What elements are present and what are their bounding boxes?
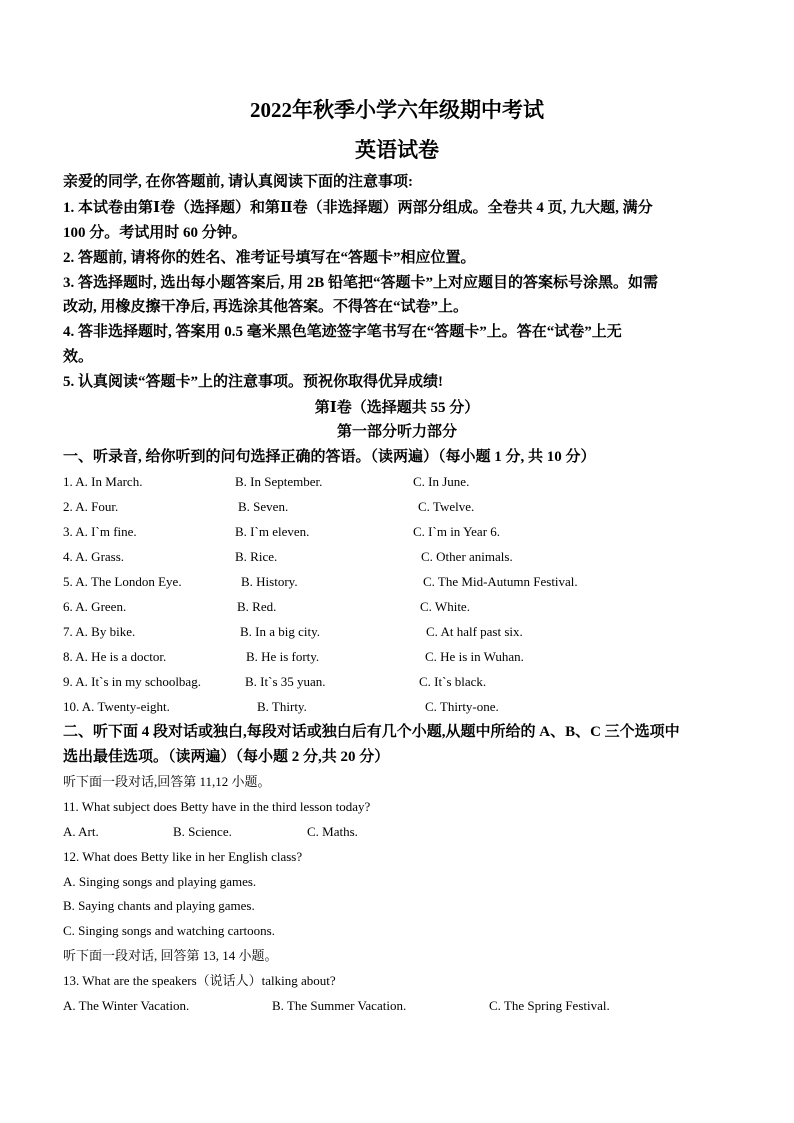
question-option-b: B. Science. (173, 824, 232, 839)
dialogue-prompt: 听下面一段对话,回答第 11,12 小题。 (63, 774, 271, 789)
option-a-text: A. It`s in my schoolbag. (75, 674, 201, 689)
question-option-c: C. I`m in Year 6. (413, 524, 501, 539)
question-option-c: C. Other animals. (421, 549, 513, 564)
question-option-c: C. Thirty-one. (425, 699, 499, 714)
question-option-b: B. In a big city. (240, 624, 321, 639)
question-option-c: C. In June. (413, 474, 470, 489)
question-number: 6. (63, 599, 73, 614)
question-option-c: C. It`s black. (419, 674, 487, 689)
question-option-b: B. Seven. (238, 499, 289, 514)
option-a-text: A. In March. (75, 474, 143, 489)
option-a-text: A. The London Eye. (75, 574, 182, 589)
question-option-b: B. History. (241, 574, 298, 589)
question-stem: 12. What does Betty like in her English class? (63, 849, 303, 864)
exam-title: 2022年秋季小学六年级期中考试 (250, 98, 544, 122)
question-option-c: C. Maths. (307, 824, 358, 839)
question-option-b: B. I`m eleven. (235, 524, 310, 539)
option-a-text: A. Four. (75, 499, 119, 514)
question-option-c: C. At half past six. (426, 624, 523, 639)
dialogue-prompt: 听下面一段对话, 回答第 13, 14 小题。 (63, 948, 278, 963)
question-option-a (63, 473, 142, 491)
question-option-b: B. Saying chants and playing games. (63, 898, 255, 913)
question-number: 5. (63, 574, 73, 589)
question-option-b: B. It`s 35 yuan. (245, 674, 326, 689)
question-number: 9. (63, 674, 73, 689)
question-option-a (63, 698, 170, 716)
notice-line: 100 分。考试用时 60 分钟。 (63, 225, 247, 241)
notice-line: 2. 答题前, 请将你的姓名、准考证号填写在“答题卡”相应位置。 (63, 250, 476, 266)
question-option-a: A. Art. (63, 824, 99, 839)
question-option-a (63, 673, 201, 691)
section2-instruction: 二、听下面 4 段对话或独白,每段对话或独白后有几个小题,从题中所给的 A、B、C 三个选项中 (63, 724, 680, 740)
question-option-c: C. The Mid-Autumn Festival. (423, 574, 578, 589)
section2-instruction: 选出最佳选项。（读两遍）（每小题 2 分,共 20 分） (63, 749, 390, 765)
question-option-a (63, 648, 166, 666)
question-option-c: C. Twelve. (418, 499, 475, 514)
question-option-a (63, 623, 135, 641)
volume-heading: 第Ⅰ卷（选择题共 55 分） (314, 400, 480, 416)
question-number: 3. (63, 524, 73, 539)
question-option-b: B. He is forty. (246, 649, 320, 664)
question-option-a (63, 523, 137, 541)
question-option-b: B. In September. (235, 474, 323, 489)
question-stem: 11. What subject does Betty have in the third lesson today? (63, 799, 371, 814)
question-number: 4. (63, 549, 73, 564)
part-heading: 第一部分听力部分 (336, 424, 457, 440)
question-option-b: B. The Summer Vacation. (272, 998, 407, 1013)
notice-line: 4. 答非选择题时, 答案用 0.5 毫米黑色笔迹签字笔书写在“答题卡”上。答在“试卷”上无 (63, 324, 622, 340)
option-a-text: A. He is a doctor. (75, 649, 167, 664)
option-a-text: A. Twenty-eight. (81, 699, 170, 714)
question-option-b: B. Red. (237, 599, 277, 614)
question-option-a (63, 498, 118, 516)
notice-line: 改动, 用橡皮擦干净后, 再选涂其他答案。不得答在“试卷”上。 (63, 299, 469, 315)
question-option-c: C. Singing songs and watching cartoons. (63, 923, 275, 938)
notice-line: 5. 认真阅读“答题卡”上的注意事项。预祝你取得优异成绩! (63, 374, 443, 390)
question-stem: 13. What are the speakers（说话人）talking about? (63, 973, 336, 988)
question-option-a: A. The Winter Vacation. (63, 998, 190, 1013)
section1-instruction: 一、听录音, 给你听到的问句选择正确的答语。（读两遍）（每小题 1 分, 共 10 分） (63, 449, 596, 465)
question-number: 1. (63, 474, 73, 489)
question-option-c: C. White. (420, 599, 470, 614)
notice-line: 效。 (63, 349, 94, 365)
question-option-c: C. He is in Wuhan. (425, 649, 524, 664)
question-number: 2. (63, 499, 73, 514)
question-option-a: A. Singing songs and playing games. (63, 874, 257, 889)
question-number: 10. (63, 699, 80, 714)
question-option-b: B. Rice. (235, 549, 278, 564)
exam-subtitle: 英语试卷 (355, 138, 439, 162)
question-option-c: C. The Spring Festival. (489, 998, 610, 1013)
question-option-a (63, 573, 182, 591)
notice-line: 1. 本试卷由第Ⅰ卷（选择题）和第Ⅱ卷（非选择题）两部分组成。全卷共 4 页, 九大题, 满分 (63, 200, 653, 216)
question-option-a (63, 598, 126, 616)
option-a-text: A. By bike. (75, 624, 136, 639)
option-a-text: A. I`m fine. (75, 524, 137, 539)
option-a-text: A. Green. (75, 599, 127, 614)
notice-line: 3. 答选择题时, 选出每小题答案后, 用 2B 铅笔把“答题卡”上对应题目的答案标号涂黑。如需 (63, 275, 659, 291)
question-number: 8. (63, 649, 73, 664)
option-a-text: A. Grass. (75, 549, 125, 564)
question-number: 7. (63, 624, 73, 639)
notice-heading: 亲爱的同学, 在你答题前, 请认真阅读下面的注意事项: (63, 174, 413, 190)
question-option-b: B. Thirty. (257, 699, 307, 714)
question-option-a (63, 548, 124, 566)
